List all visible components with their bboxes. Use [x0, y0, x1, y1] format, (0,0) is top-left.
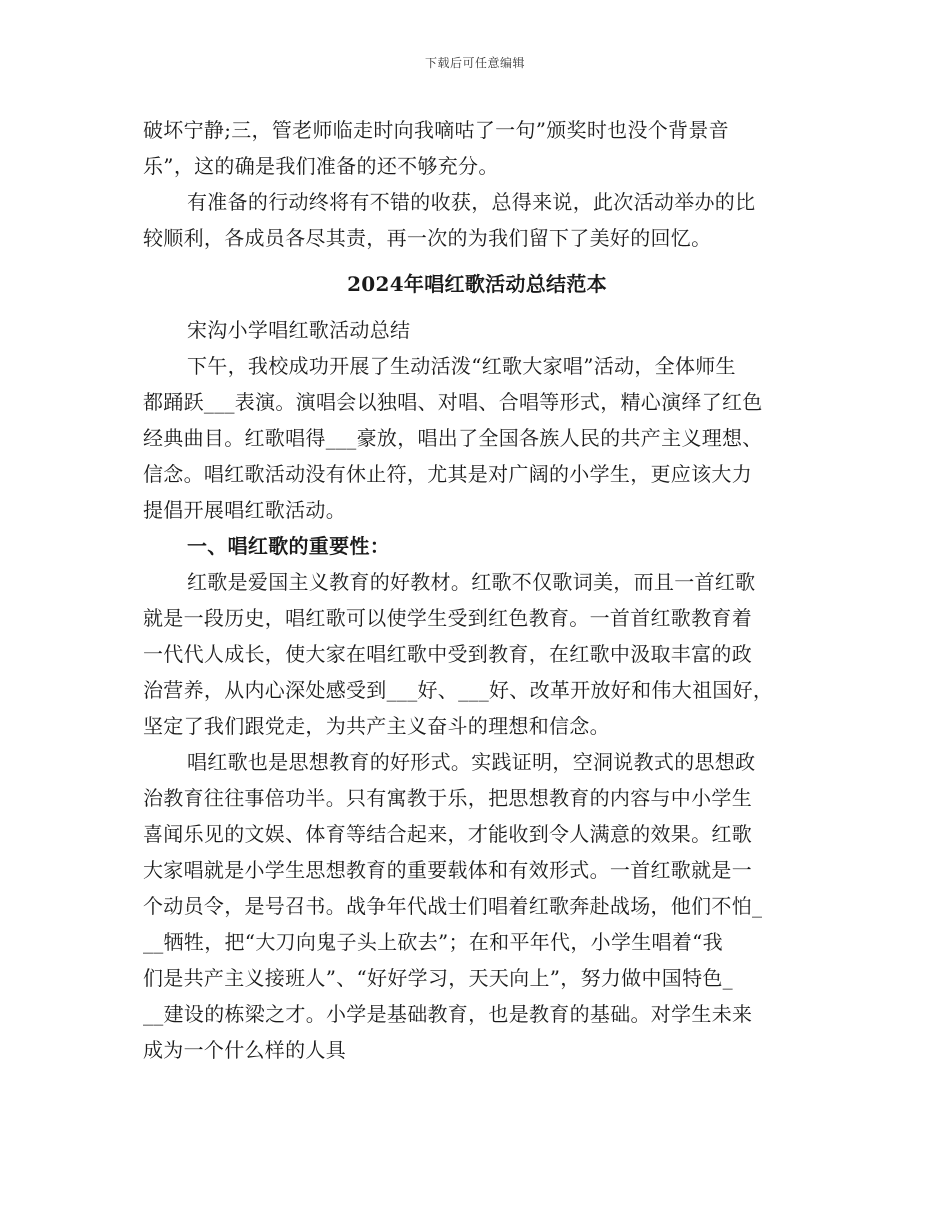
section-paragraph [143, 564, 811, 744]
text-line: 成为一个什么样的人具 [143, 1038, 346, 1062]
text-line: 们是共产主义接班人”、“好好学习，天天向上”，努力做中国特色_ [143, 966, 733, 990]
closing-paragraph [143, 184, 811, 256]
section-heading: 一、唱红歌的重要性： [187, 534, 390, 558]
text-line: 喜闻乐见的文娱、体育等结合起来，才能收到令人满意的效果。红歌 [143, 822, 752, 846]
text-line: 乐”，这的确是我们准备的还不够充分。 [143, 154, 499, 178]
text-line: 较顺利，各成员各尽其责，再一次的为我们留下了美好的回忆。 [143, 226, 712, 250]
text-line: 治教育往往事倍功半。只有寓教于乐，把思想教育的内容与中小学生 [143, 786, 752, 810]
intro-paragraph [143, 348, 811, 528]
text-line: 个动员令，是号召书。战争年代战士们唱着红歌奔赴战场，他们不怕_ [143, 894, 763, 918]
text-line: 有准备的行动终将有不错的收获，总得来说，此次活动举办的比 [187, 190, 756, 214]
page-header: 下载后可任意编辑 [424, 56, 525, 70]
text-line: 治营养，从内心深处感受到___好、___好、改革开放好和伟大祖国好， [143, 678, 774, 702]
text-line: __牺牲，把“大刀向鬼子头上砍去”；在和平年代，小学生唱着“我 [143, 930, 723, 954]
text-line: 一代代人成长，使大家在唱红歌中受到教育，在红歌中汲取丰富的政 [143, 642, 752, 666]
text-line: __建设的栋梁之才。小学是基础教育，也是教育的基础。对学生未来 [143, 1002, 753, 1026]
text-line: 都踊跃___表演。演唱会以独唱、对唱、合唱等形式，精心演绎了红色 [143, 390, 763, 414]
text-line: 提倡开展唱红歌活动。 [143, 498, 346, 522]
text-line: 经典曲目。红歌唱得___豪放，唱出了全国各族人民的共产主义理想、 [143, 426, 763, 450]
text-line: 红歌是爱国主义教育的好教材。红歌不仅歌词美，而且一首红歌 [187, 570, 756, 594]
document-subtitle [143, 312, 811, 348]
text-line: 下午，我校成功开展了生动活泼“红歌大家唱”活动，全体师生 [187, 354, 736, 378]
text-line: 破坏宁静;三，管老师临走时向我嘀咕了一句”颁奖时也没个背景音 [143, 118, 729, 142]
document-title: 2024年唱红歌活动总结范本 [347, 272, 607, 296]
text-line: 大家唱就是小学生思想教育的重要载体和有效形式。一首红歌就是一 [143, 858, 752, 882]
text-line: 就是一段历史，唱红歌可以使学生受到红色教育。一首首红歌教育着 [143, 606, 752, 630]
text-line: 坚定了我们跟党走，为共产主义奋斗的理想和信念。 [143, 714, 610, 738]
text-line: 唱红歌也是思想教育的好形式。实践证明，空洞说教式的思想政 [187, 750, 756, 774]
section-paragraph [143, 744, 811, 1068]
continued-paragraph [143, 112, 811, 184]
text-line: 宋沟小学唱红歌活动总结 [187, 318, 411, 342]
text-line: 信念。唱红歌活动没有休止符，尤其是对广阔的小学生，更应该大力 [143, 462, 752, 486]
document-body [143, 112, 811, 1068]
